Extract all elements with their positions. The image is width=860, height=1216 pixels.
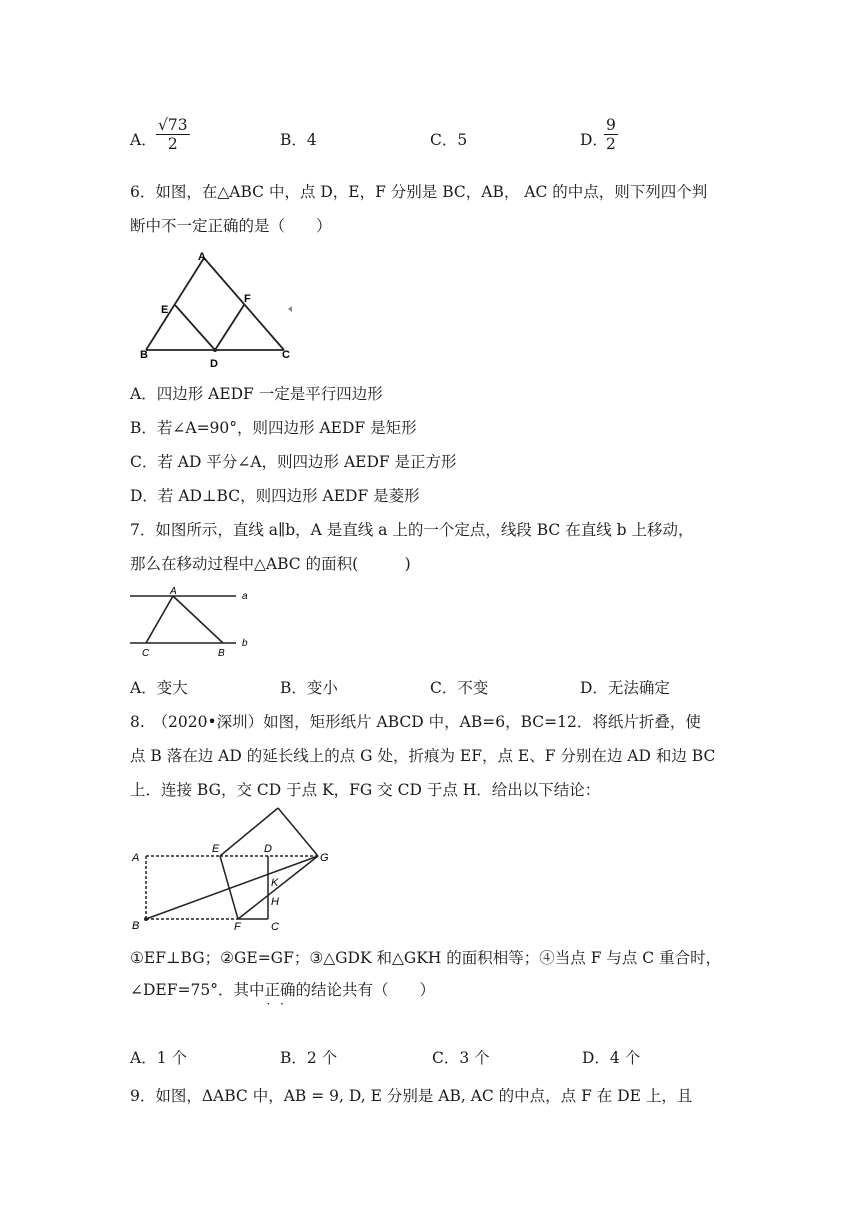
q8-conclusions-line2 bbox=[130, 978, 435, 1000]
q8-label-H: H bbox=[271, 896, 279, 908]
q7-option-c: C．不变 bbox=[430, 679, 489, 697]
q8-conclusions-line1: ①EF⊥BG；②GE=GF；③△GDK 和△GKH 的面积相等；④当点 F 与点 C 重合时， bbox=[130, 949, 722, 967]
q5-option-a-label: A． bbox=[130, 131, 157, 149]
q7-label-C: C bbox=[142, 648, 150, 659]
q9-stem-line1: 9．如图，ΔABC 中，AB = 9, D, E 分别是 AB, AC 的中点，点 F 在 DE 上，且 bbox=[130, 1087, 693, 1105]
q8-emphasis-word: 正确 · · bbox=[264, 981, 295, 999]
q8-stem-line3: 上．连接 BG，交 CD 于点 K，FG 交 CD 于点 H．给出以下结论： bbox=[130, 781, 601, 799]
q5-option-d-fraction bbox=[604, 116, 618, 153]
q8-stem-line1: 8. （2020•深圳）如图，矩形纸片 ABCD 中，AB=6，BC=12．将纸片折叠，使 bbox=[130, 713, 701, 731]
q7-stem-line1: 7．如图所示，直线 a∥b，A 是直线 a 上的一个定点，线段 BC 在直线 b 上移动， bbox=[130, 521, 694, 539]
q6-label-B: B bbox=[140, 349, 148, 361]
q8-option-d: D．4 个 bbox=[582, 1049, 641, 1067]
q8-rectangle-fold-figure bbox=[128, 806, 338, 931]
q8-stem-line2: 点 B 落在边 AD 的延长线上的点 G 处，折痕为 EF，点 E、F 分别在边 AD 和边 BC bbox=[130, 747, 716, 765]
q5-option-a-denominator: 2 bbox=[167, 135, 178, 153]
q6-label-A: A bbox=[198, 251, 206, 263]
q7-label-b: b bbox=[242, 638, 248, 649]
q8-label-E: E bbox=[212, 843, 220, 855]
q6-label-C: C bbox=[282, 349, 290, 361]
q5-option-d-numerator: 9 bbox=[606, 116, 616, 134]
q5-option-d-denominator: 2 bbox=[606, 135, 616, 153]
q6-option-d: D．若 AD⊥BC，则四边形 AEDF 是菱形 bbox=[130, 487, 420, 505]
q5-option-a-fraction bbox=[156, 116, 190, 153]
q8-option-b: B．2 个 bbox=[280, 1049, 338, 1067]
q6-label-F: F bbox=[244, 293, 251, 305]
q7-option-b: B．变小 bbox=[280, 679, 338, 697]
q7-option-d: D．无法确定 bbox=[580, 679, 670, 697]
q6-option-a: A．四边形 AEDF 一定是平行四边形 bbox=[130, 385, 383, 403]
q8-conclusions-post: 的结论共有（ ） bbox=[295, 981, 435, 999]
q5-option-d-label: D． bbox=[580, 131, 608, 149]
q8-label-D: D bbox=[264, 843, 272, 855]
q7-label-a: a bbox=[242, 591, 248, 602]
q8-label-A: A bbox=[132, 852, 140, 864]
q8-option-a: A．1 个 bbox=[130, 1049, 187, 1067]
q7-option-a: A．变大 bbox=[130, 679, 188, 697]
q8-label-C: C bbox=[271, 921, 279, 931]
q7-label-B: B bbox=[218, 648, 225, 659]
q7-label-A: A bbox=[170, 586, 177, 597]
q6-stem-line1: 6．如图，在△ABC 中，点 D，E，F 分别是 BC，AB， AC 的中点，则下列四个判 bbox=[130, 183, 708, 201]
q6-stem-line2: 断中不一定正确的是（ ） bbox=[130, 217, 332, 235]
q8-label-G: G bbox=[320, 852, 329, 864]
q8-label-B: B bbox=[132, 920, 140, 931]
q8-option-c: C．3 个 bbox=[432, 1049, 490, 1067]
q8-label-K: K bbox=[271, 877, 279, 889]
q8-label-F: F bbox=[234, 921, 241, 931]
q5-option-b: B．4 bbox=[280, 131, 317, 149]
q5-option-a-numerator: √73 bbox=[158, 116, 188, 134]
q6-option-b: B．若∠A=90°，则四边形 AEDF 是矩形 bbox=[130, 419, 417, 437]
q6-option-c: C．若 AD 平分∠A，则四边形 AEDF 是正方形 bbox=[130, 453, 457, 471]
q5-option-c: C．5 bbox=[430, 131, 468, 149]
q6-triangle-figure bbox=[136, 248, 306, 373]
q7-parallel-lines-figure bbox=[128, 586, 268, 661]
q8-conclusions-pre: ∠DEF=75°．其中 bbox=[130, 981, 265, 999]
q7-stem-line2: 那么在移动过程中△ABC 的面积( ) bbox=[130, 555, 411, 573]
q6-label-D: D bbox=[210, 358, 218, 370]
q6-label-E: E bbox=[161, 304, 169, 316]
